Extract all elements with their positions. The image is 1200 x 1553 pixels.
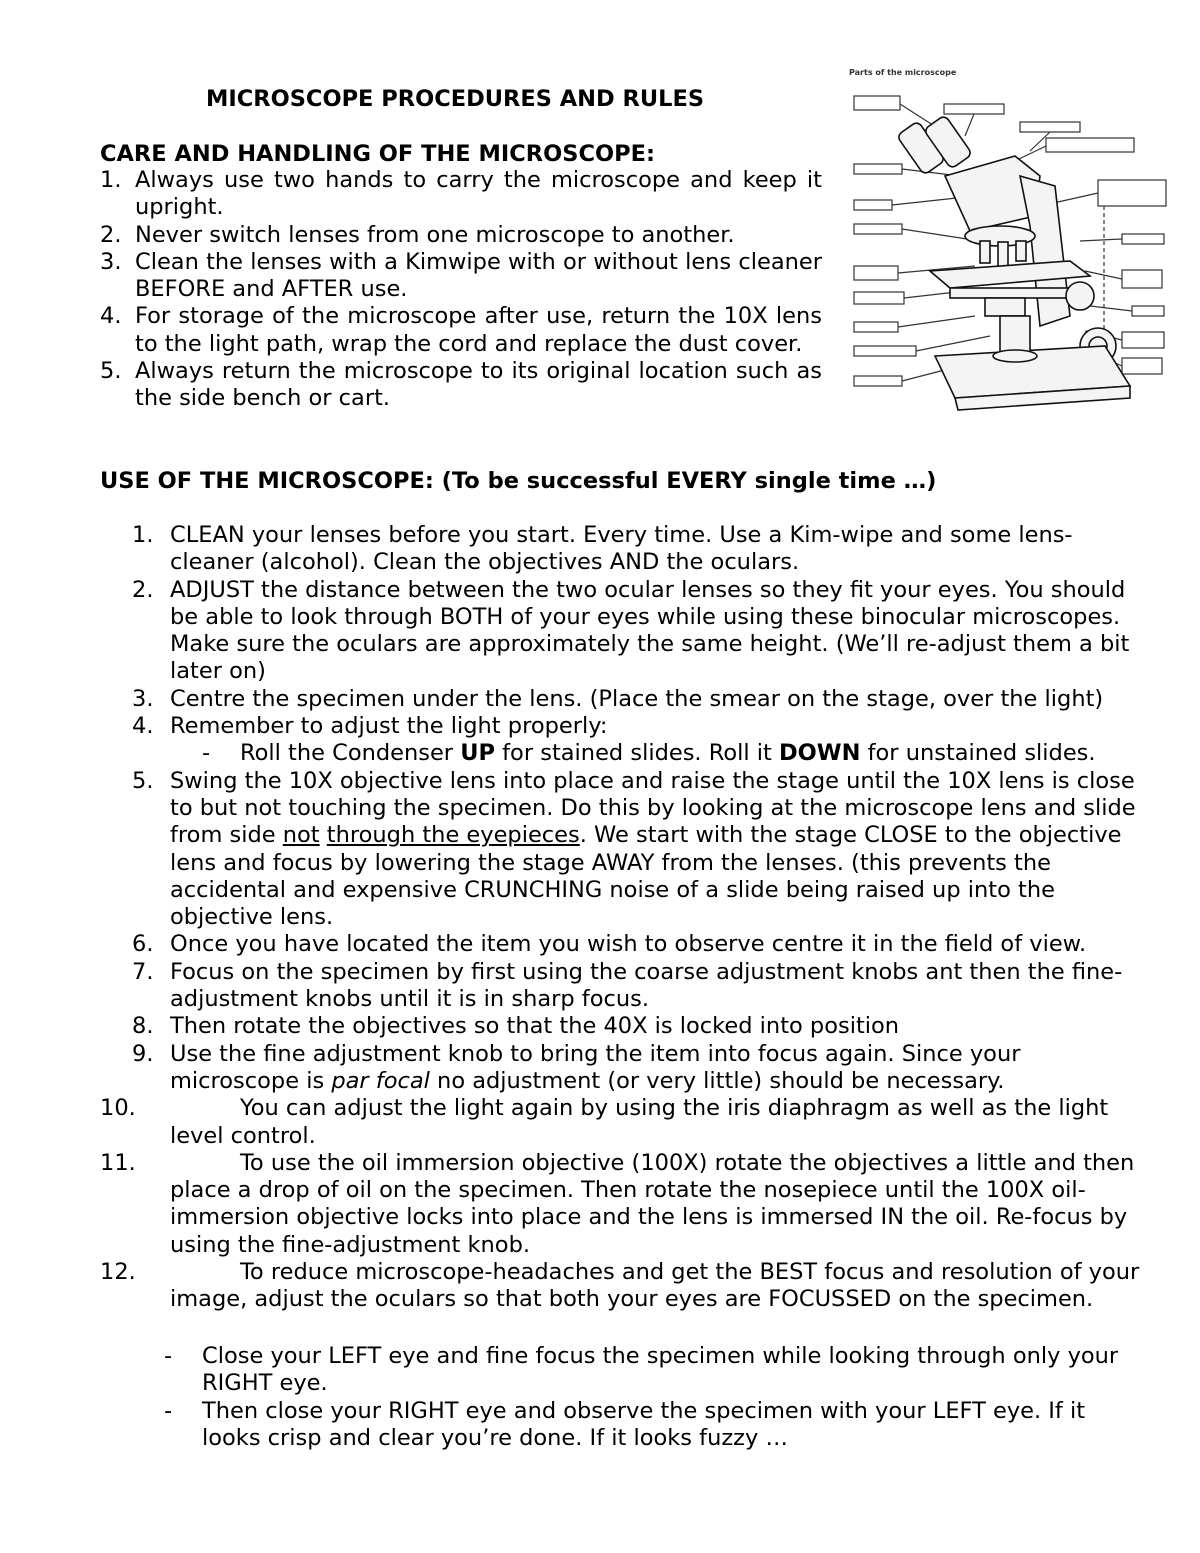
item-text: Centre the specimen under the lens. (Place the smear on the stage, over the light) bbox=[170, 685, 1104, 712]
item-number: 1. bbox=[132, 522, 154, 548]
item-text: Always return the microscope to its original location such as the side bench or cart. bbox=[135, 358, 822, 412]
microscope-figure bbox=[840, 66, 1175, 416]
item-number: 4. bbox=[132, 713, 154, 740]
sub-item bbox=[132, 1343, 1142, 1398]
page-title: MICROSCOPE PROCEDURES AND RULES bbox=[206, 86, 705, 112]
item-text: Clean the lenses with a Kimwipe with or without lens cleaner BEFORE and AFTER use. bbox=[135, 248, 822, 303]
sub-text: Close your LEFT eye and fine focus the specimen while looking through only your RIGHT eye. bbox=[202, 1343, 1119, 1397]
space bbox=[320, 822, 327, 848]
item-number: 10. bbox=[100, 1095, 136, 1122]
care-heading: CARE AND HANDLING OF THE MICROSCOPE: bbox=[100, 141, 655, 167]
underlined-text: through the eyepieces bbox=[326, 822, 580, 849]
underlined-text: not bbox=[282, 822, 320, 849]
list-item bbox=[132, 931, 1142, 958]
list-item bbox=[132, 1041, 1142, 1096]
item-text: For storage of the microscope after use, return the 10X lens to the light path, wrap the cord and replace the dust cover. bbox=[135, 303, 822, 357]
list-item bbox=[100, 303, 822, 358]
dash-bullet: - bbox=[164, 1343, 173, 1369]
list-item bbox=[100, 1150, 1142, 1259]
item-text: Remember to adjust the light properly: bbox=[170, 713, 608, 740]
list-item bbox=[132, 1013, 1142, 1040]
care-list bbox=[100, 167, 822, 413]
bold-up: UP bbox=[460, 740, 495, 767]
item-text: Focus on the specimen by first using the coarse adjustment knobs ant then the fine-adjustment knobs until it is in sharp focus. bbox=[170, 958, 1123, 1013]
list-item bbox=[132, 577, 1142, 686]
item-text: Swing the 10X objective lens into place and raise the stage until the 10X lens is close to but not touching the specimen. Do this by looking at the microscope lens and slide from side bbox=[170, 767, 1136, 849]
sub-text: Then close your RIGHT eye and observe the specimen with your LEFT eye. If it looks crisp and clear you’re done. If it looks fuzzy … bbox=[202, 1397, 1086, 1451]
italic-text: par focal bbox=[331, 1067, 430, 1094]
use-list bbox=[100, 522, 1142, 1314]
item-number: 2. bbox=[100, 221, 122, 248]
item-number: 4. bbox=[100, 303, 122, 330]
item-number: 11. bbox=[100, 1149, 136, 1176]
item-number: 7. bbox=[132, 958, 154, 985]
item-number: 1. bbox=[100, 167, 122, 193]
item-text: You can adjust the light again by using the iris diaphragm as well as the light level control. bbox=[170, 1095, 1109, 1149]
list-item bbox=[132, 522, 1142, 577]
dash-bullet: - bbox=[202, 740, 211, 767]
list-item bbox=[100, 249, 822, 304]
figure-caption: Parts of the microscope bbox=[849, 68, 957, 77]
sub-text: for stained slides. Roll it bbox=[494, 740, 779, 767]
sub-list bbox=[132, 1343, 1142, 1452]
list-item bbox=[100, 1095, 1142, 1150]
item-number: 9. bbox=[132, 1040, 154, 1067]
sub-text: for unstained slides. bbox=[860, 740, 1096, 767]
list-item bbox=[100, 358, 822, 413]
item-text: ADJUST the distance between the two ocular lenses so they fit your eyes. You should be able to look through BOTH of your eyes while using these binocular microscopes. Make sure the oculars are approximately the same height. (We’ll re-adjust them a bit later on) bbox=[170, 576, 1130, 685]
list-item bbox=[100, 222, 822, 249]
bold-down: DOWN bbox=[779, 740, 861, 767]
list-item bbox=[132, 768, 1142, 932]
item-text: Never switch lenses from one microscope to another. bbox=[135, 221, 735, 248]
item-text-tail: no adjustment (or very little) should be necessary. bbox=[429, 1067, 1005, 1094]
item-text: Once you have located the item you wish to observe centre it in the field of view. bbox=[170, 931, 1087, 958]
item-number: 5. bbox=[100, 358, 122, 385]
sub-item bbox=[170, 740, 1142, 767]
item-number: 6. bbox=[132, 931, 154, 958]
space bbox=[276, 822, 283, 848]
list-item bbox=[132, 713, 1142, 768]
item-number: 2. bbox=[132, 576, 154, 603]
item-text: Use the fine adjustment knob to bring the item into focus again. Since your microscope is bbox=[170, 1040, 1021, 1094]
list-item bbox=[100, 167, 822, 222]
item-text: Always use two hands to carry the microscope and keep it upright. bbox=[135, 167, 822, 221]
item-text: To reduce microscope-headaches and get the BEST focus and resolution of your image, adjust the oculars so that both your eyes are FOCUSSED on the specimen. bbox=[170, 1259, 1140, 1313]
list-item bbox=[132, 959, 1142, 1014]
use-heading: USE OF THE MICROSCOPE: (To be successful EVERY single time …) bbox=[100, 468, 937, 494]
item-text-tail: . We start with the stage CLOSE to the objective lens and focus by lowering the stage AWAY from the lenses. (this prevents the accidental and expensive CRUNCHING noise of a slide being raised up into the objective lens. bbox=[170, 822, 1122, 931]
item-number: 8. bbox=[132, 1013, 154, 1040]
microscope-diagram-icon bbox=[840, 66, 1175, 416]
item-number: 12. bbox=[100, 1259, 136, 1286]
sub-item bbox=[132, 1398, 1142, 1453]
item-text: CLEAN your lenses before you start. Every time. Use a Kim-wipe and some lens-cleaner (alcohol). Clean the objectives AND the oculars. bbox=[170, 522, 1073, 576]
list-item bbox=[100, 1259, 1142, 1314]
item-number: 3. bbox=[100, 248, 122, 275]
item-text: Then rotate the objectives so that the 40X is locked into position bbox=[170, 1013, 900, 1040]
list-item bbox=[132, 686, 1142, 713]
item-number: 3. bbox=[132, 685, 154, 712]
item-text: To use the oil immersion objective (100X) rotate the objectives a little and then place a drop of oil on the specimen. Then rotate the nosepiece until the 100X oil-immersion objective locks into place and the lens is immersed IN the oil. Re-focus by using the fine-adjustment knob. bbox=[170, 1149, 1135, 1258]
item-number: 5. bbox=[132, 767, 154, 794]
sub-text: Roll the Condenser bbox=[240, 740, 461, 767]
dash-bullet: - bbox=[164, 1397, 173, 1424]
